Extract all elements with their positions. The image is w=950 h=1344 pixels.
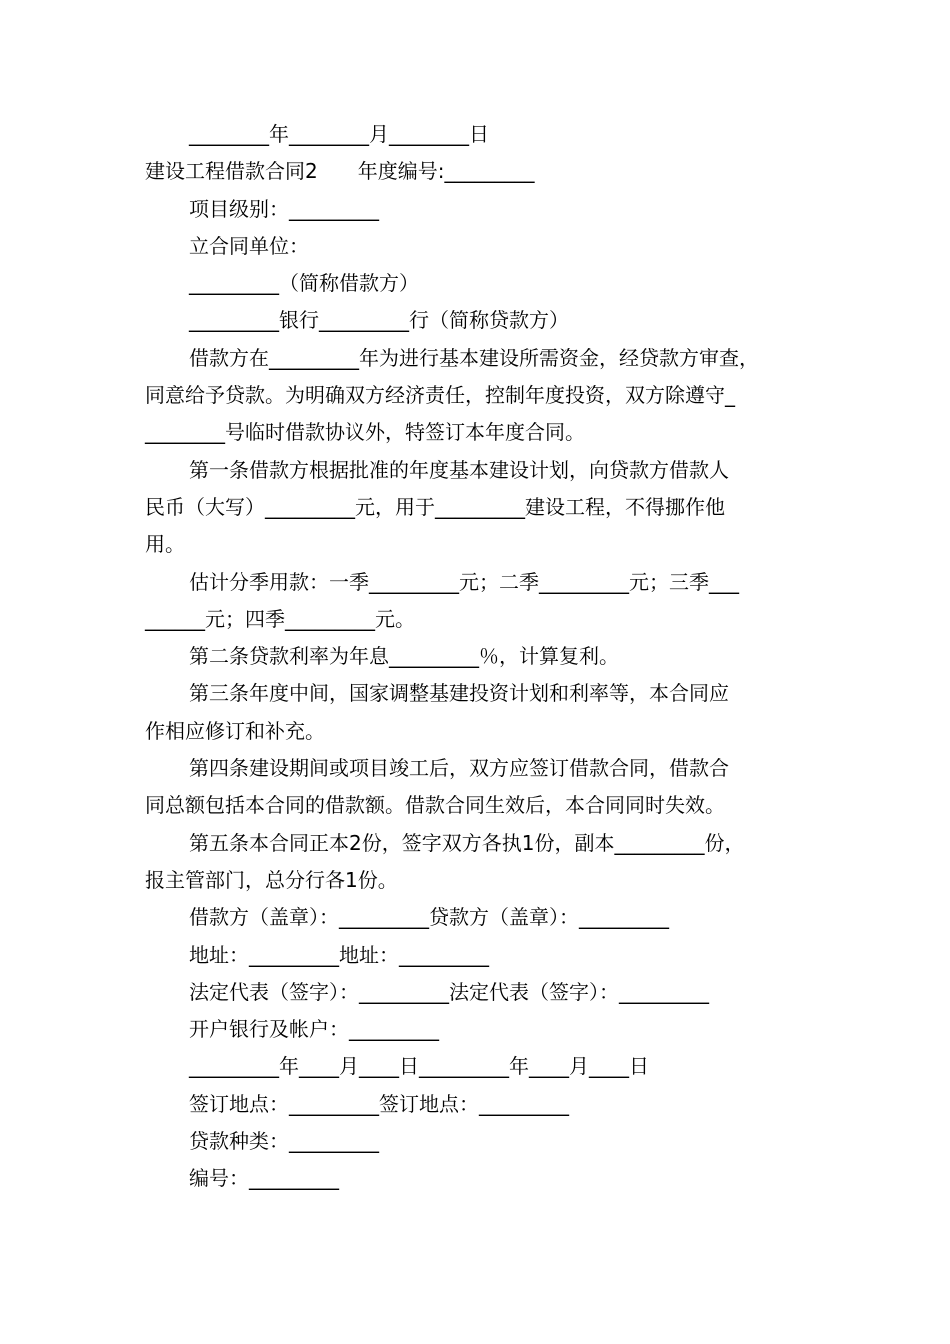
article-4 <box>145 750 815 825</box>
number-line: 编号：_________ <box>189 1166 339 1191</box>
intro-line: 同意给予贷款。为明确双方经济责任，控制年度投资，双方除遵守_ <box>145 383 735 408</box>
doc-title: 建设工程借款合同2 <box>145 159 318 184</box>
contract-body <box>145 116 815 1198</box>
article-1-line: 民币（大写）_________元，用于_________建设工程，不得挪作他 <box>145 494 725 519</box>
lender-line: _________银行_________行（简称贷款方） <box>189 308 569 333</box>
loan-type-line: 贷款种类：_________ <box>189 1129 379 1154</box>
article-4-line: 同总额包括本合同的借款额。借款合同生效后，本合同同时失效。 <box>145 793 725 818</box>
article-4-line: 第四条建设期间或项目竣工后，双方应签订借款合同，借款合 <box>189 756 729 781</box>
article-3-line: 作相应修订和补充。 <box>145 718 325 743</box>
parties-label: 立合同单位： <box>189 233 309 258</box>
article-1-line: 用。 <box>145 532 185 557</box>
quarterly-line: ______元；四季_________元。 <box>145 606 415 631</box>
article-2: 第二条贷款利率为年息_________％，计算复利。 <box>189 644 619 669</box>
article-5-line: 第五条本合同正本2份，签字双方各执1份，副本_________份， <box>189 830 745 855</box>
quarterly-usage <box>145 564 815 639</box>
article-1-line: 第一条借款方根据批准的年度基本建设计划，向贷款方借款人 <box>189 457 729 482</box>
title-line <box>145 153 815 190</box>
representative-line: 法定代表（签字）：_________法定代表（签字）：_________ <box>189 979 709 1004</box>
signing-dates-line: _________年____月____日_________年____月____日 <box>189 1054 649 1079</box>
article-5 <box>145 825 815 900</box>
article-3 <box>145 675 815 750</box>
year-number: 年度编号:_________ <box>357 159 535 184</box>
article-3-line: 第三条年度中间，国家调整基建投资计划和利率等，本合同应 <box>189 681 729 706</box>
date-header: ________年________月________日 <box>189 122 489 146</box>
intro-line: 借款方在_________年为进行基本建设所需资金，经贷款方审查， <box>189 345 759 370</box>
article-5-line: 报主管部门，总分行各1份。 <box>145 867 398 892</box>
borrower-line: _________（简称借款方） <box>189 271 419 296</box>
address-line: 地址：_________地址：_________ <box>189 942 489 967</box>
bank-account-line: 开户银行及帐户：_________ <box>189 1017 439 1042</box>
intro-paragraph <box>145 340 815 452</box>
intro-line: ________号临时借款协议外，特签订本年度合同。 <box>145 420 585 445</box>
signing-place-line: 签订地点：_________签订地点：_________ <box>189 1091 569 1116</box>
project-level: 项目级别：_________ <box>189 196 379 221</box>
article-1 <box>145 452 815 564</box>
seal-line: 借款方（盖章）：_________贷款方（盖章）：_________ <box>189 905 669 930</box>
quarterly-line: 估计分季用款：一季_________元；二季_________元；三季___ <box>189 569 739 594</box>
